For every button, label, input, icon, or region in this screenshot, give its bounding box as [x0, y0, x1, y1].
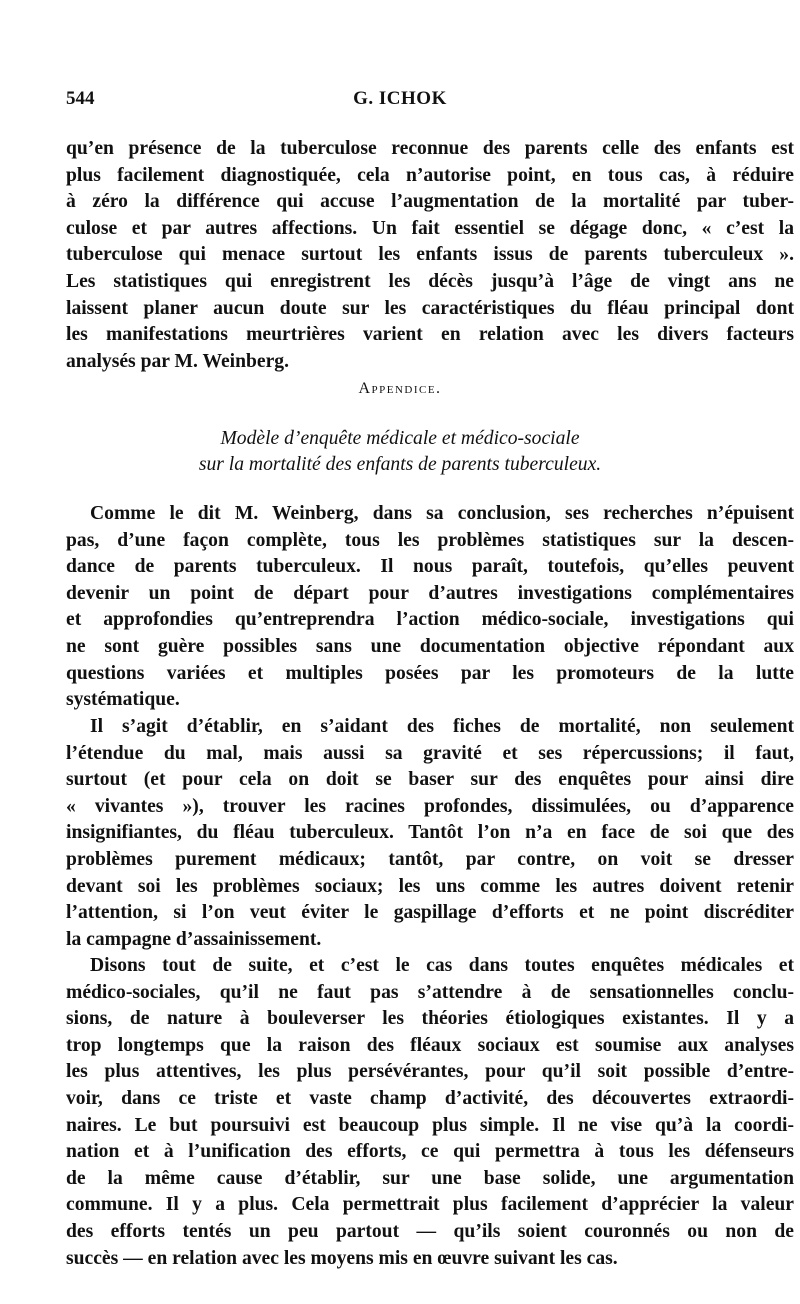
- paragraph-4: [66, 953, 794, 1272]
- paragraph-3: [66, 714, 794, 953]
- text-line: devant soi les problèmes sociaux; les uns comme les autres doivent retenir: [66, 875, 794, 897]
- text-line: et approfondies qu’entreprendra l’action médico-sociale, investigations qui: [66, 609, 794, 631]
- text-line: pas, d’une façon complète, tous les problèmes statistiques sur la descen-: [66, 529, 794, 551]
- text-line: l’attention, si l’on veut éviter le gaspillage d’efforts et ne point discréditer: [66, 902, 794, 924]
- text-line: nation et à l’unification des efforts, ce qui permettra à tous les défenseurs: [66, 1141, 794, 1163]
- appendix-subtitle-line-1: Modèle d’enquête médicale et médico-sociale: [220, 428, 580, 449]
- text-line: Comme le dit M. Weinberg, dans sa conclusion, ses recherches n’épuisent: [90, 503, 794, 524]
- text-line: voir, dans ce triste et vaste champ d’activité, des découvertes extraordi-: [66, 1087, 794, 1109]
- text-line: surtout (et pour cela on doit se baser sur des enquêtes pour ainsi dire: [66, 769, 794, 791]
- appendix-heading: Appendice.: [358, 380, 442, 397]
- text-line: devenir un point de départ pour d’autres investigations complémentaires: [66, 582, 794, 604]
- text-line: questions variées et multiples posées par les promoteurs de la lutte: [66, 662, 794, 684]
- text-line: la campagne d’assainissement.: [66, 928, 322, 950]
- text-line: de la même cause d’établir, sur une base solide, une argumentation: [66, 1167, 794, 1189]
- text-line: médico-sociales, qu’il ne faut pas s’attendre à de sensationnelles conclu-: [66, 981, 794, 1003]
- running-head: [66, 88, 760, 114]
- text-line: culose et par autres affections. Un fait essentiel se dégage donc, « c’est la: [66, 217, 794, 239]
- text-line: « vivantes »), trouver les racines profondes, dissimulées, ou d’apparence: [66, 795, 794, 817]
- text-line: ne sont guère possibles sans une documentation objective répondant aux: [66, 635, 794, 657]
- text-line: qu’en présence de la tuberculose reconnue des parents celle des enfants est: [66, 138, 794, 159]
- text-line: trop longtemps que la raison des fléaux sociaux est soumise aux analyses: [66, 1034, 794, 1056]
- text-line: des efforts tentés un peu partout — qu’ils soient couronnés ou non de: [66, 1220, 794, 1242]
- text-line: Disons tout de suite, et c’est le cas dans toutes enquêtes médicales et: [90, 955, 794, 976]
- text-line: sions, de nature à bouleverser les théories étiologiques existantes. Il y a: [66, 1008, 794, 1030]
- text-line: analysés par M. Weinberg.: [66, 350, 289, 372]
- appendix-subtitle-line-2: sur la mortalité des enfants de parents tuberculeux.: [198, 454, 602, 475]
- page-number: 544: [66, 88, 95, 109]
- text-line: plus facilement diagnostiquée, cela n’autorise point, en tous cas, à réduire: [66, 164, 794, 186]
- text-line: tuberculose qui menace surtout les enfants issus de parents tuberculeux ».: [66, 244, 794, 266]
- text-line: laissent planer aucun doute sur les caractéristiques du fléau principal dont: [66, 297, 794, 319]
- text-line: succès — en relation avec les moyens mis en œuvre suivant les cas.: [66, 1247, 618, 1269]
- paragraph-1: [66, 136, 794, 375]
- text-line: commune. Il y a plus. Cela permettrait plus facilement d’apprécier la valeur: [66, 1194, 794, 1216]
- text-line: à zéro la différence qui accuse l’augmentation de la mortalité par tuber-: [66, 191, 794, 213]
- text-line: naires. Le but poursuivi est beaucoup plus simple. Il ne vise qu’à la coordi-: [66, 1114, 794, 1136]
- text-line: problèmes purement médicaux; tantôt, par contre, on voit se dresser: [66, 848, 794, 870]
- text-line: les manifestations meurtrières varient en relation avec les divers facteurs: [66, 324, 794, 346]
- text-line: l’étendue du mal, mais aussi sa gravité et ses répercussions; il faut,: [66, 742, 794, 764]
- text-line: Il s’agit d’établir, en s’aidant des fiches de mortalité, non seulement: [90, 716, 794, 737]
- text-line: insignifiantes, du fléau tuberculeux. Tantôt l’on n’a en face de soi que des: [66, 822, 794, 844]
- text-line: systématique.: [66, 689, 180, 711]
- text-line: les plus attentives, les plus persévérantes, pour qu’il soit possible d’entre-: [66, 1061, 794, 1083]
- paragraph-2: [66, 501, 794, 714]
- text-line: Les statistiques qui enregistrent les décès jusqu’à l’âge de vingt ans ne: [66, 270, 794, 292]
- text-line: dance de parents tuberculeux. Il nous paraît, toutefois, qu’elles peuvent: [66, 556, 794, 578]
- running-title: G. ICHOK: [353, 88, 447, 109]
